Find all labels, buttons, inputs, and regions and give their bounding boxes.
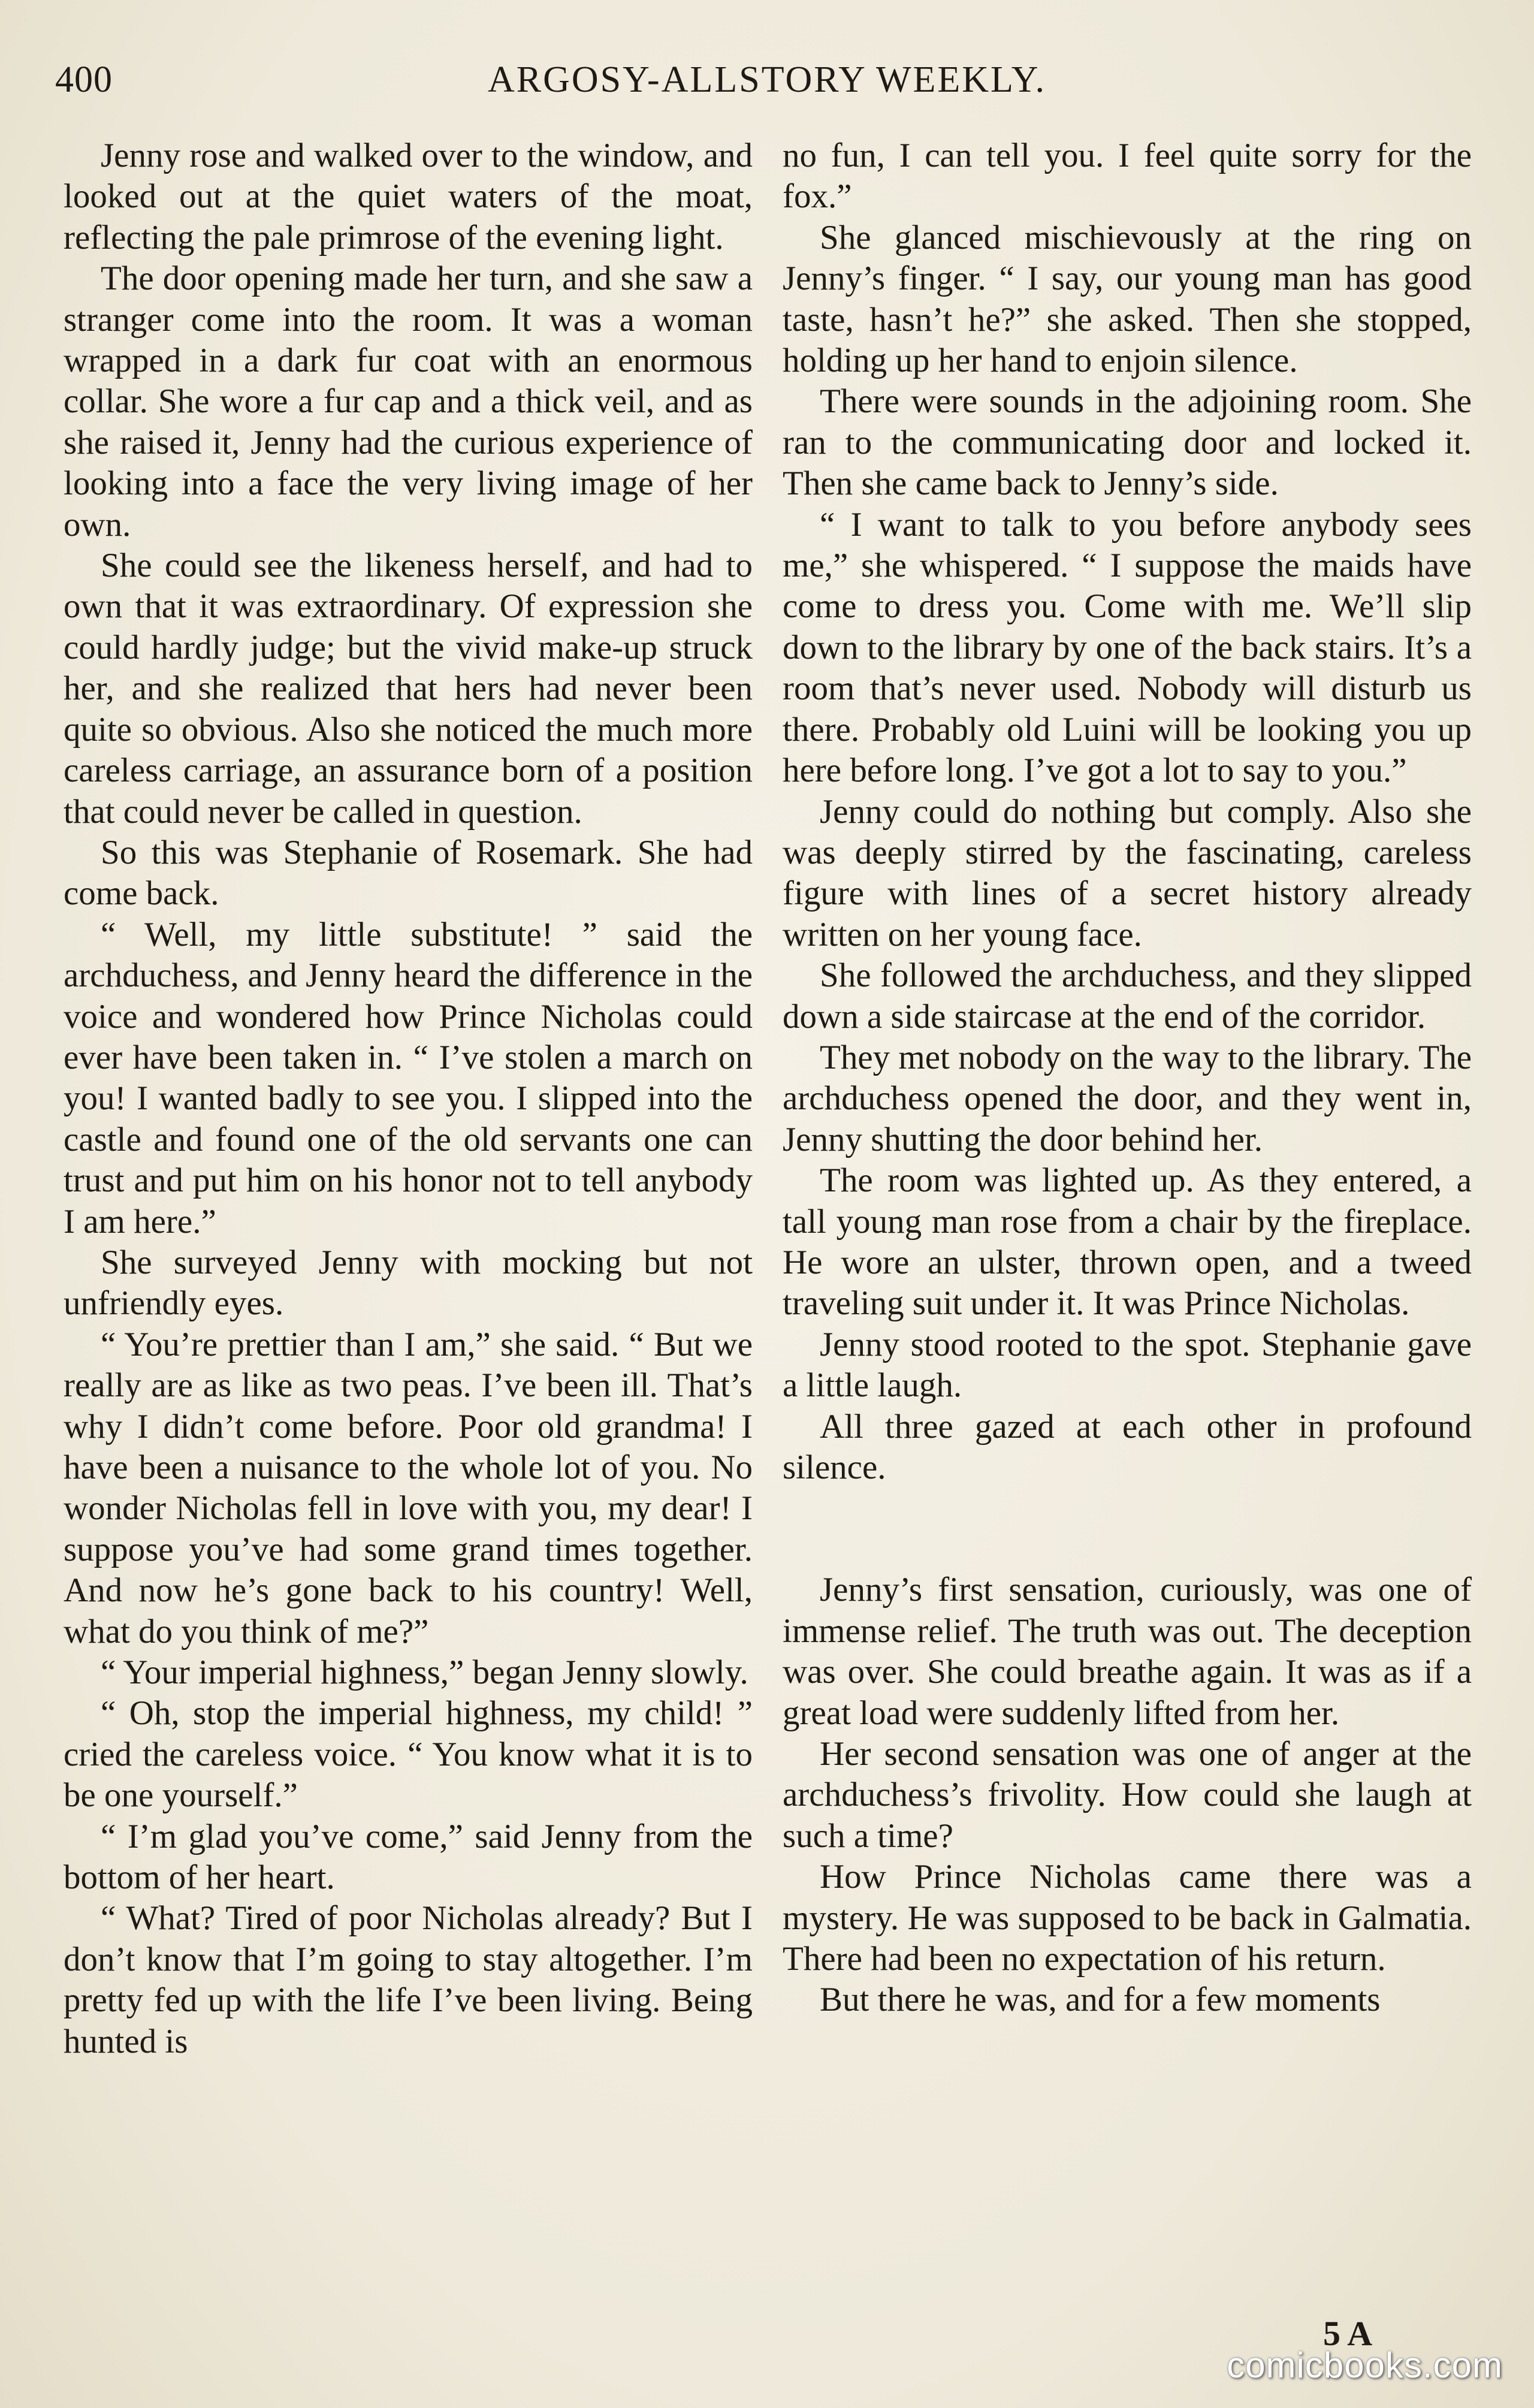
paragraph: Jenny stood rooted to the spot. Stephanie gave a little laugh. (783, 1325, 1472, 1405)
section-break (783, 1488, 1472, 1570)
left-column (64, 135, 753, 2299)
running-head: ARGOSY-ALLSTORY WEEKLY. (487, 59, 1046, 100)
paragraph: But there he was, and for a few moments (820, 1981, 1381, 2019)
paragraph: She could see the likeness herself, and had to own that it was extraordinary. Of expression she could hardly judge; but the vivid make-up struck her, and she realized that hers had never been quite so obvious. Also she noticed the much more careless carriage, an assurance born of a position that could never be called in question. (64, 547, 753, 831)
paragraph: “ I’m glad you’ve come,” said Jenny from the bottom of her heart. (64, 1817, 753, 1897)
paragraph: There were sounds in the adjoining room. She ran to the communicating door and locked it. Then she came back to Jenny’s side. (783, 382, 1472, 503)
signature-mark: 5 A (1323, 2314, 1373, 2353)
paragraph: So this was Stephanie of Rosemark. She had come back. (64, 833, 753, 913)
paragraph: “ Well, my little substitute! ” said the archduchess, and Jenny heard the difference in the voice and wondered how Prince Nicholas could ever have been taken in. “ I’ve stolen a march on you! I wanted badly to see you. I slipped into the castle and found one of the old servants one can trust and put him on his honor not to tell anybody I am here.” (64, 915, 753, 1241)
paragraph: She surveyed Jenny with mocking but not unfriendly eyes. (64, 1243, 753, 1323)
paragraph: Jenny’s first sensation, curiously, was one of immense relief. The truth was out. The deception was over. She could breathe again. It was as if a great load were suddenly lifted from her. (783, 1571, 1472, 1732)
paragraph: Jenny rose and walked over to the window, and looked out at the quiet waters of the moat, reflecting the pale primrose of the evening light. (64, 137, 753, 257)
paragraph: “ What? Tired of poor Nicholas already? But I don’t know that I’m going to stay altogether. I’m pretty fed up with the life I’ve been living. Being hunted is (64, 1899, 753, 2060)
paragraph: She followed the archduchess, and they slipped down a side staircase at the end of the corridor. (783, 956, 1472, 1036)
paragraph: The room was lighted up. As they entered, a tall young man rose from a chair by the fireplace. He wore an ulster, thrown open, and a tweed traveling suit under it. It was Prince Nicholas. (783, 1161, 1472, 1323)
paragraph: She glanced mischievously at the ring on Jenny’s finger. “ I say, our young man has good taste, hasn’t he?” she asked. Then she stopped, holding up her hand to enjoin silence. (783, 218, 1472, 380)
paragraph: Her second sensation was one of anger at the archduchess’s frivolity. How could she laugh at such a time? (783, 1735, 1472, 1855)
watermark: comicbooks.com (1227, 2345, 1503, 2385)
paragraph: “ Oh, stop the imperial highness, my child! ” cried the careless voice. “ You know what it is to be one yourself.” (64, 1694, 753, 1815)
page-number: 400 (55, 59, 113, 100)
paragraph-continuation: no fun, I can tell you. I feel quite sorry for the fox.” (783, 137, 1472, 216)
paragraph: “ You’re prettier than I am,” she said. “ But we really are as like as two peas. I’ve been ill. That’s why I didn’t come before. Poor old grandma! I have been a nuisance to the whole lot of you. No wonder Nicholas fell in love with you, my dear! I suppose you’ve had some grand times together. And now he’s gone back to his country! Well, what do you think of me?” (64, 1325, 753, 1650)
paragraph: “ Your imperial highness,” began Jenny slowly. (101, 1653, 748, 1692)
paragraph: They met nobody on the way to the library. The archduchess opened the door, and they went in, Jenny shutting the door behind her. (783, 1038, 1472, 1158)
paragraph: “ I want to talk to you before anybody sees me,” she whispered. “ I suppose the maids have come to dress you. Come with me. We’ll slip down to the library by one of the back stairs. It’s a room that’s never used. Nobody will disturb us there. Probably old Luini will be looking you up here before long. I’ve got a lot to say to you.” (783, 505, 1472, 790)
right-column (783, 135, 1472, 2299)
paragraph: How Prince Nicholas came there was a mystery. He was supposed to be back in Galmatia. There had been no expectation of his return. (783, 1858, 1472, 1978)
paragraph: The door opening made her turn, and she saw a stranger come into the room. It was a woman wrapped in a dark fur coat with an enormous collar. She wore a fur cap and a thick veil, and as she raised it, Jenny had the curious experience of looking into a face the very living image of her own. (64, 259, 753, 544)
paragraph: All three gazed at each other in profound silence. (783, 1407, 1472, 1486)
paragraph: Jenny could do nothing but comply. Also she was deeply stirred by the fascinating, careless figure with lines of a secret history already written on her young face. (783, 792, 1472, 953)
